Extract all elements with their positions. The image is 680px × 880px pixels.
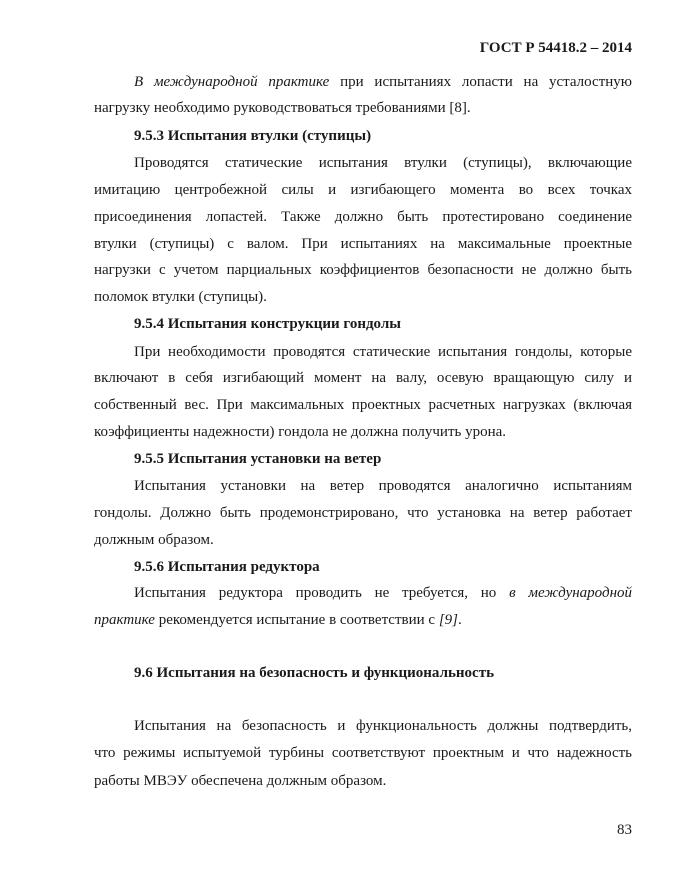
page-number: 83 — [617, 822, 632, 838]
italic-phrase: в международной — [509, 585, 633, 601]
text-line: Проводятся статические испытания втулки (ступицы), включающие — [134, 155, 632, 171]
text-line: В международной практике при испытаниях лопасти на усталостную — [134, 74, 632, 90]
text-line: присоединения лопастей. Также должно быть протестировано соединение — [94, 209, 632, 225]
section-heading-9-5-5: 9.5.5 Испытания установки на ветер — [134, 451, 382, 467]
text-line: должным образом. — [94, 532, 214, 548]
text-line: нагрузки с учетом парциальных коэффициентов безопасности не должно быть — [94, 262, 632, 278]
reference-link: [9] — [438, 612, 458, 628]
text-line: поломок втулки (ступицы). — [94, 289, 267, 305]
text-line: Испытания установки на ветер проводятся аналогично испытаниям — [134, 478, 632, 494]
text-line: включают в себя изгибающий момент на валу, осевую вращающую силу и — [94, 370, 632, 386]
text-line: имитацию центробежной силы и изгибающего момента во всех точках — [94, 182, 632, 198]
italic-phrase: В международной практике — [134, 74, 330, 90]
text-line: практике рекомендуется испытание в соответствии с [9]. — [94, 612, 462, 628]
text-line: Испытания на безопасность и функциональность должны подтвердить, — [134, 718, 632, 734]
section-heading-9-6: 9.6 Испытания на безопасность и функциональность — [134, 665, 495, 681]
document-header: ГОСТ Р 54418.2 – 2014 — [479, 40, 632, 56]
section-heading-9-5-6: 9.5.6 Испытания редуктора — [134, 559, 320, 575]
section-heading-9-5-3: 9.5.3 Испытания втулки (ступицы) — [134, 128, 372, 144]
text-line: коэффициенты надежности) гондола не должна получить урона. — [94, 424, 507, 440]
text-line: При необходимости проводятся статические испытания гондолы, которые — [134, 344, 632, 360]
text-line: гондолы. Должно быть продемонстрировано, что установка на ветер работает — [94, 505, 632, 521]
section-heading-9-5-4: 9.5.4 Испытания конструкции гондолы — [134, 316, 401, 332]
text-line: собственный вес. При максимальных проектных расчетных нагрузках (включая — [94, 397, 632, 413]
text-line: что режимы испытуемой турбины соответствуют проектным и что надежность — [94, 745, 632, 761]
text-line: работы МВЭУ обеспечена должным образом. — [94, 773, 387, 789]
text-line: нагрузку необходимо руководствоваться требованиями [8]. — [94, 100, 471, 116]
italic-phrase: практике — [94, 612, 155, 628]
text-line: Испытания редуктора проводить не требуется, но в международной — [134, 585, 633, 601]
text-line: втулки (ступицы) с валом. При испытаниях на максимальные проектные — [94, 236, 632, 252]
